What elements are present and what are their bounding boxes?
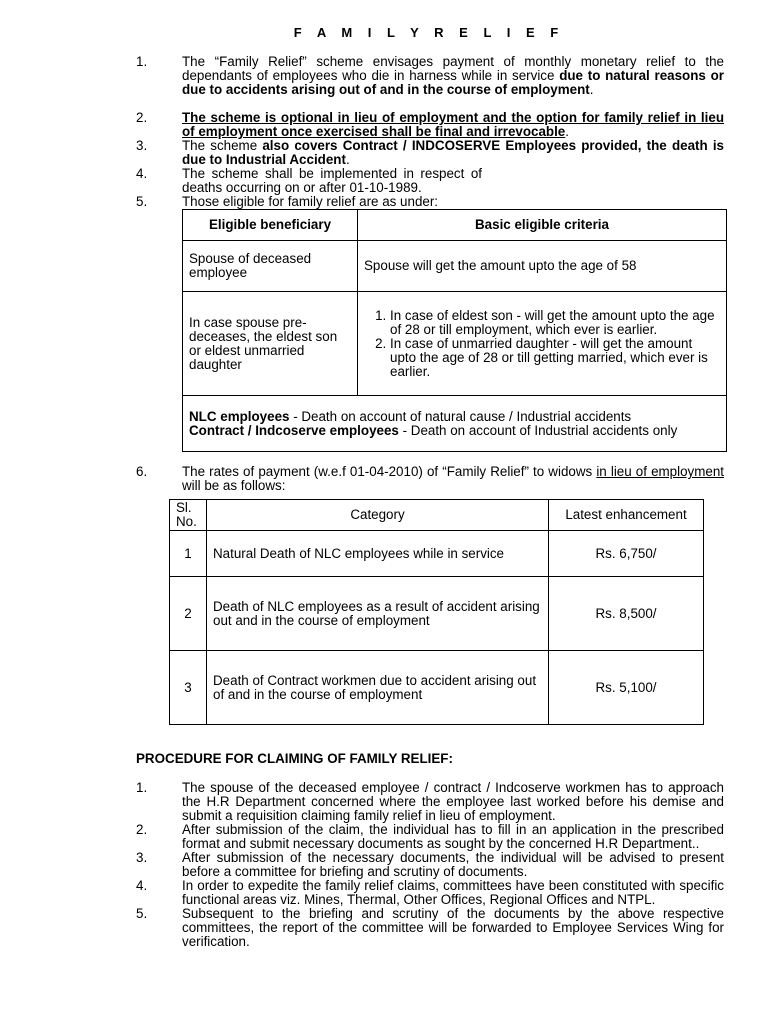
item-text: After submission of the claim, the individual has to fill in an application in the prescribed format and submit necessary documents as sought by the concerned H.R Department.. (182, 822, 724, 851)
page-title: F A M I L Y R E L I E F (293, 25, 565, 40)
category-cell: Natural Death of NLC employees while in service (207, 531, 549, 577)
amount-cell: Rs. 6,750/ (549, 531, 704, 577)
criteria-item: 2. In case of unmarried daughter - will get the amount upto the age of 28 or till getting married, which ever is earlier. (390, 337, 720, 379)
eligibility-header-row (183, 210, 727, 241)
sl-cell: 2 (170, 577, 207, 651)
item-number: 3. (136, 850, 148, 865)
eligibility-table (182, 209, 727, 452)
text-run: . (565, 124, 569, 139)
beneficiary-cell: Spouse of deceased employee (183, 241, 358, 292)
category-cell: Death of NLC employees as a result of accident arising out and in the course of employment (207, 577, 549, 651)
intro-item (136, 55, 724, 111)
procedure-title: PROCEDURE FOR CLAIMING OF FAMILY RELIEF: (136, 751, 453, 766)
item-text (182, 465, 724, 493)
item-number: 4. (136, 878, 148, 893)
text-run: The “Family Relief” scheme envisages payment of monthly monetary relief to the dependants of employees who die in harness while in service (182, 54, 724, 83)
text-run: The rates of payment (w.e.f 01-04-2010) of “Family Relief” to widows (182, 464, 597, 479)
column-header: Sl. No. (170, 500, 207, 531)
item-number: 6. (136, 464, 148, 479)
note-line (189, 424, 720, 438)
text-run: The scheme (182, 138, 263, 153)
amount-cell: Rs. 8,500/ (549, 577, 704, 651)
item-number: 2. (136, 110, 148, 125)
text-run: The scheme shall be implemented in respect of deaths occurring on or after 01-10-1989. (182, 166, 482, 195)
procedure-item (136, 851, 724, 879)
procedure-item (136, 879, 724, 907)
note-text: - Death on account of Industrial accidents only (398, 422, 678, 438)
column-header: Category (207, 500, 549, 531)
text-run: in lieu of employment (596, 464, 724, 479)
item-text: After submission of the necessary documents, the individual will be advised to present before a committee for briefing and scrutiny of documents. (182, 850, 724, 879)
rates-header-row (170, 500, 704, 531)
eligibility-row (183, 292, 727, 396)
amount-cell: Rs. 5,100/ (549, 651, 704, 725)
text-run: . (589, 82, 594, 97)
item-text (182, 167, 482, 195)
text-run: Those eligible for family relief are as under: (182, 194, 439, 209)
rates-row (170, 531, 704, 577)
item-number: 1. (136, 54, 148, 69)
intro-item (136, 465, 724, 493)
note-text: - Death on account of natural cause / Industrial accidents (289, 408, 632, 424)
procedure-item (136, 823, 724, 851)
column-header: Latest enhancement (549, 500, 704, 531)
eligibility-note-row (183, 396, 727, 452)
procedure-item (136, 907, 724, 949)
text-run: The scheme is optional in lieu of employment and the option for family relief in lieu of employment once exercised shall be final and irrevocable (182, 110, 724, 139)
sl-cell: 3 (170, 651, 207, 725)
criteria-list (364, 309, 720, 379)
text-run: . (345, 152, 350, 167)
item-text (182, 139, 724, 167)
item-text (182, 111, 724, 139)
sl-cell: 1 (170, 531, 207, 577)
intro-item (136, 195, 724, 209)
item-number: 3. (136, 138, 148, 153)
item-text (182, 55, 724, 97)
item-number: 5. (136, 906, 148, 921)
item-number: 1. (136, 780, 148, 795)
procedure-item (136, 781, 724, 823)
procedure-list (136, 781, 724, 949)
column-header: Eligible beneficiary (183, 210, 358, 241)
text-run: will be as follows: (182, 478, 286, 493)
note-line (189, 410, 720, 424)
beneficiary-cell: In case spouse pre-deceases, the eldest son or eldest unmarried daughter (183, 292, 358, 396)
column-header: Basic eligible criteria (358, 210, 727, 241)
rates-intro (136, 465, 724, 493)
rates-row (170, 651, 704, 725)
item-number: 5. (136, 194, 148, 209)
intro-item (136, 139, 724, 167)
criteria-cell (358, 292, 727, 396)
intro-item (136, 111, 724, 139)
item-text (182, 195, 724, 209)
item-text: In order to expedite the family relief claims, committees have been constituted with specific functional areas viz. Mines, Thermal, Other Offices, Regional Offices and NTPL. (182, 878, 724, 907)
rates-row (170, 577, 704, 651)
item-text: Subsequent to the briefing and scrutiny of the documents by the above respective committees, the report of the committee will be forwarded to Employee Services Wing for verification. (182, 906, 724, 949)
rates-table (169, 499, 704, 725)
criteria-item: 1. In case of eldest son - will get the amount upto the age of 28 or till employment, which ever is earlier. (390, 309, 720, 337)
intro-item (136, 167, 724, 195)
eligibility-note (183, 396, 727, 452)
criteria-cell: Spouse will get the amount upto the age of 58 (358, 241, 727, 292)
item-number: 2. (136, 822, 148, 837)
text-run: also covers Contract / INDCOSERVE Employees provided, the death is due to Industrial Accident (182, 138, 725, 167)
note-label: NLC employees (189, 408, 290, 424)
eligibility-row (183, 241, 727, 292)
text-run: due to natural reasons or due to accidents arising out of and in the course of employment (182, 68, 724, 97)
item-number: 4. (136, 166, 148, 181)
item-text: The spouse of the deceased employee / contract / Indcoserve workmen has to approach the H.R Department concerned where the employee last worked before his demise and submit a requisition claiming family relief in lieu of employment. (182, 780, 724, 823)
note-label: Contract / Indcoserve employees (189, 422, 399, 438)
category-cell: Death of Contract workmen due to accident arising out of and in the course of employment (207, 651, 549, 725)
intro-list (136, 55, 724, 209)
